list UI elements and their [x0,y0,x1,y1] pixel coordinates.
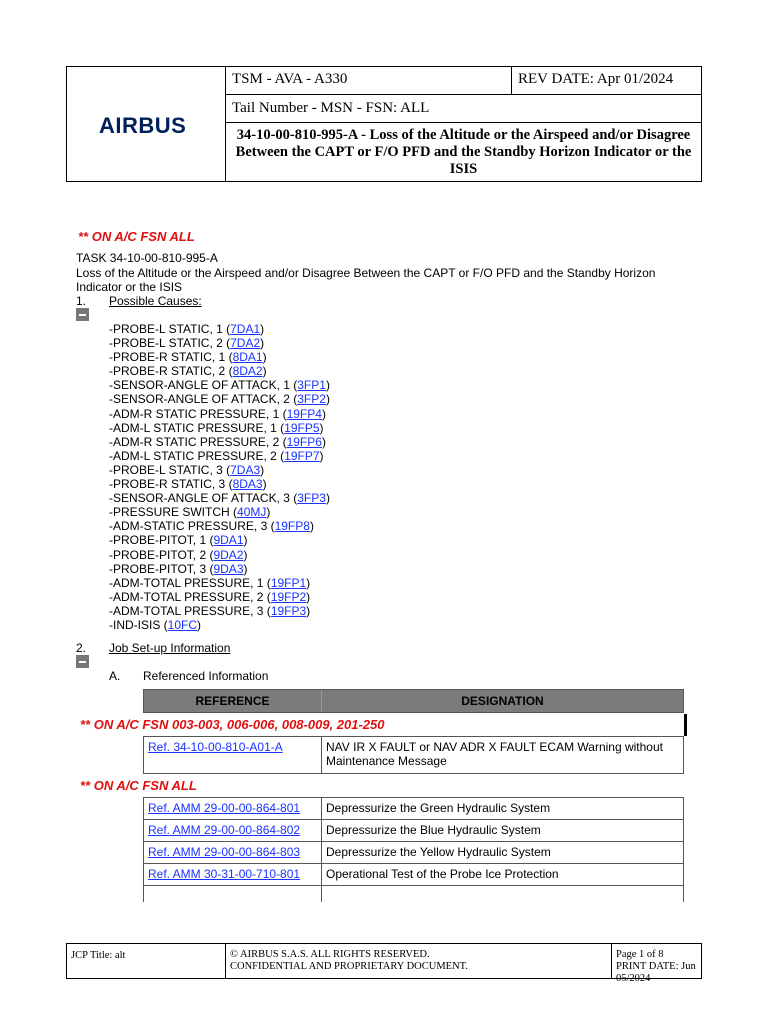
rights-line2: CONFIDENTIAL AND PROPRIETARY DOCUMENT. [230,961,468,972]
cause-text: -PROBE-PITOT, 2 ( [109,547,214,562]
cause-text: -PROBE-L STATIC, 3 ( [109,462,231,477]
cause-close-paren: ) [266,505,271,520]
rev-date-cell [511,67,701,94]
table-row [144,736,683,773]
jcp-title: JCP Title: alt [67,944,226,978]
cause-item [109,435,330,449]
cause-item [109,421,330,435]
cause-reference-link[interactable]: 19FP2 [270,589,307,604]
cause-item [109,533,330,547]
document-header [66,66,702,182]
cause-reference-link[interactable]: 3FP3 [297,491,326,506]
cause-reference-link[interactable]: 10FC [167,617,198,632]
cause-item [109,364,330,378]
designation-cell: Depressurize the Green Hydraulic System [326,801,551,815]
reference-link[interactable]: Ref. AMM 29-00-00-864-803 [148,845,301,859]
cause-close-paren: ) [309,519,314,534]
cause-close-paren: ) [306,575,311,590]
cause-text: -PROBE-L STATIC, 2 ( [109,336,231,351]
table-row [144,797,683,819]
cause-text: -ADM-L STATIC PRESSURE, 1 ( [109,420,285,435]
task-title-line2: Indicator or the ISIS [76,280,183,294]
cause-close-paren: ) [321,406,326,421]
rights-line1: © AIRBUS S.A.S. ALL RIGHTS RESERVED. [230,949,430,960]
cause-text: -ADM-TOTAL PRESSURE, 1 ( [109,575,271,590]
rev-date: REV DATE: Apr 01/2024 [518,71,674,87]
document-footer [66,943,702,984]
reference-table-header [143,689,684,713]
reference-link[interactable]: Ref. AMM 30-31-00-710-801 [148,867,301,881]
reference-link[interactable]: Ref. AMM 29-00-00-864-801 [148,801,301,815]
cause-reference-link[interactable]: 9DA1 [213,533,244,548]
task-id: TASK 34-10-00-810-995-A [76,251,218,265]
cause-close-paren: ) [325,378,330,393]
cause-text: -SENSOR-ANGLE OF ATTACK, 2 ( [109,392,298,407]
cause-reference-link[interactable]: 19FP6 [286,434,322,449]
cause-item [109,491,330,505]
cause-close-paren: ) [243,547,248,562]
reference-link[interactable]: Ref. 34-10-00-810-A01-A [148,740,283,754]
cause-reference-link[interactable]: 19FP5 [284,420,320,435]
cause-close-paren: ) [260,462,265,477]
tail-number: Tail Number - MSN - FSN: ALL [232,100,430,116]
cause-item [109,562,330,576]
reference-cell [144,820,322,841]
cause-close-paren: ) [321,434,326,449]
cause-text: -ADM-TOTAL PRESSURE, 3 ( [109,603,271,618]
cause-item [109,505,330,519]
cause-item [109,463,330,477]
cause-reference-link[interactable]: 3FP2 [297,392,326,407]
table-row-empty [144,885,683,902]
collapse-section2-icon[interactable] [76,655,89,668]
print-date: PRINT DATE: Jun 05/2024 [616,961,696,984]
cause-reference-link[interactable]: 40MJ [237,505,267,520]
table-row [144,819,683,841]
cause-reference-link[interactable]: 8DA1 [232,350,263,365]
page-number: Page 1 of 8 [616,949,664,960]
subsection-a-title: Referenced Information [143,669,269,683]
possible-causes-list [109,322,330,632]
cause-item [109,322,330,336]
cause-item [109,519,330,533]
cause-reference-link[interactable]: 3FP1 [297,378,326,393]
cause-item [109,576,330,590]
cause-close-paren: ) [260,322,265,336]
cause-text: -PROBE-PITOT, 3 ( [109,561,214,576]
reference-cell [144,842,322,863]
cause-reference-link[interactable]: 9DA2 [213,547,244,562]
reference-table-partial [143,736,684,774]
cause-text: -SENSOR-ANGLE OF ATTACK, 3 ( [109,491,298,506]
section1-title: Possible Causes: [109,294,202,308]
cause-text: -ADM-STATIC PRESSURE, 3 ( [109,519,275,534]
column-header-designation: DESIGNATION [461,694,544,708]
reference-cell [144,737,322,773]
reference-cell [144,886,322,902]
cause-text: -ADM-L STATIC PRESSURE, 2 ( [109,448,285,463]
cause-reference-link[interactable]: 19FP4 [286,406,322,421]
cause-text: -ADM-R STATIC PRESSURE, 1 ( [109,406,287,421]
cause-text: -PROBE-L STATIC, 1 ( [109,322,231,336]
effectivity-all: ** ON A/C FSN ALL [78,229,195,244]
airbus-logo: AIRBUS [99,113,187,138]
cause-text: -PROBE-R STATIC, 3 ( [109,477,233,492]
designation-cell: NAV IR X FAULT or NAV ADR X FAULT ECAM Warning without Maintenance Message [326,740,663,768]
change-bar [684,714,687,736]
header-row-tail [226,95,701,123]
cause-close-paren: ) [306,603,311,618]
table-row [144,863,683,885]
cause-reference-link[interactable]: 8DA3 [232,477,263,492]
section1-number: 1. [76,294,87,308]
task-title-header: 34-10-00-810-995-A - Loss of the Altitude or the Airspeed and/or Disagree Between the CAPT or F/O PFD and the Standby Horizon Indicator or the ISIS [235,127,692,177]
cause-close-paren: ) [262,477,267,492]
cause-reference-link[interactable]: 19FP8 [274,519,310,534]
designation-cell: Operational Test of the Probe Ice Protection [326,867,559,881]
section2-number: 2. [76,641,87,655]
cause-reference-link[interactable]: 19FP3 [270,603,307,618]
header-row-manual [226,67,701,95]
designation-cell: Depressurize the Blue Hydraulic System [326,823,541,837]
rights-cell [226,944,612,978]
collapse-section1-icon[interactable] [76,308,89,321]
reference-cell [144,864,322,885]
cause-close-paren: ) [319,420,324,435]
cause-reference-link[interactable]: 7DA3 [230,462,261,477]
section2-title: Job Set-up Information [109,641,231,655]
cause-item [109,477,330,491]
reference-cell [144,798,322,819]
effectivity-partial: ** ON A/C FSN 003-003, 006-006, 008-009, 201-250 [80,717,385,732]
cause-close-paren: ) [243,533,248,548]
cause-item [109,618,330,632]
cause-text: -PROBE-R STATIC, 2 ( [109,364,233,379]
cause-item [109,548,330,562]
cause-text: -SENSOR-ANGLE OF ATTACK, 1 ( [109,378,298,393]
subsection-a-number: A. [109,669,121,683]
cause-close-paren: ) [243,561,248,576]
cause-text: -PROBE-PITOT, 1 ( [109,533,214,548]
cause-close-paren: ) [260,336,265,351]
task-title-line1: Loss of the Altitude or the Airspeed and/or Disagree Between the CAPT or F/O PFD and the Standby Horizon [76,266,656,280]
cause-text: -ADM-R STATIC PRESSURE, 2 ( [109,434,287,449]
cause-reference-link[interactable]: 8DA2 [232,364,263,379]
column-header-reference: REFERENCE [144,690,322,712]
cause-text: -PRESSURE SWITCH ( [109,505,238,520]
cause-close-paren: ) [306,589,311,604]
table-row [144,841,683,863]
cause-reference-link[interactable]: 19FP7 [284,448,320,463]
cause-text: -PROBE-R STATIC, 1 ( [109,350,233,365]
logo-cell [67,67,226,181]
cause-close-paren: ) [325,392,330,407]
cause-close-paren: ) [325,491,330,506]
cause-item [109,378,330,392]
reference-link[interactable]: Ref. AMM 29-00-00-864-802 [148,823,301,837]
manual-label: TSM - AVA - A330 [232,71,348,87]
cause-item [109,590,330,604]
cause-close-paren: ) [262,364,267,379]
cause-close-paren: ) [262,350,267,365]
cause-reference-link[interactable]: 7DA1 [230,322,261,336]
cause-item [109,350,330,364]
cause-close-paren: ) [197,617,202,632]
page-info-cell [612,944,701,984]
cause-item [109,392,330,406]
designation-cell: Depressurize the Yellow Hydraulic System [326,845,551,859]
cause-text: -ADM-TOTAL PRESSURE, 2 ( [109,589,271,604]
cause-reference-link[interactable]: 7DA2 [230,336,261,351]
cause-item [109,449,330,463]
reference-table-all [143,797,684,902]
cause-item [109,604,330,618]
cause-item [109,336,330,350]
cause-reference-link[interactable]: 19FP1 [270,575,307,590]
cause-text: -IND-ISIS ( [109,617,168,632]
cause-close-paren: ) [319,448,324,463]
cause-item [109,407,330,421]
cause-reference-link[interactable]: 9DA3 [213,561,244,576]
effectivity-all-2: ** ON A/C FSN ALL [80,778,197,793]
